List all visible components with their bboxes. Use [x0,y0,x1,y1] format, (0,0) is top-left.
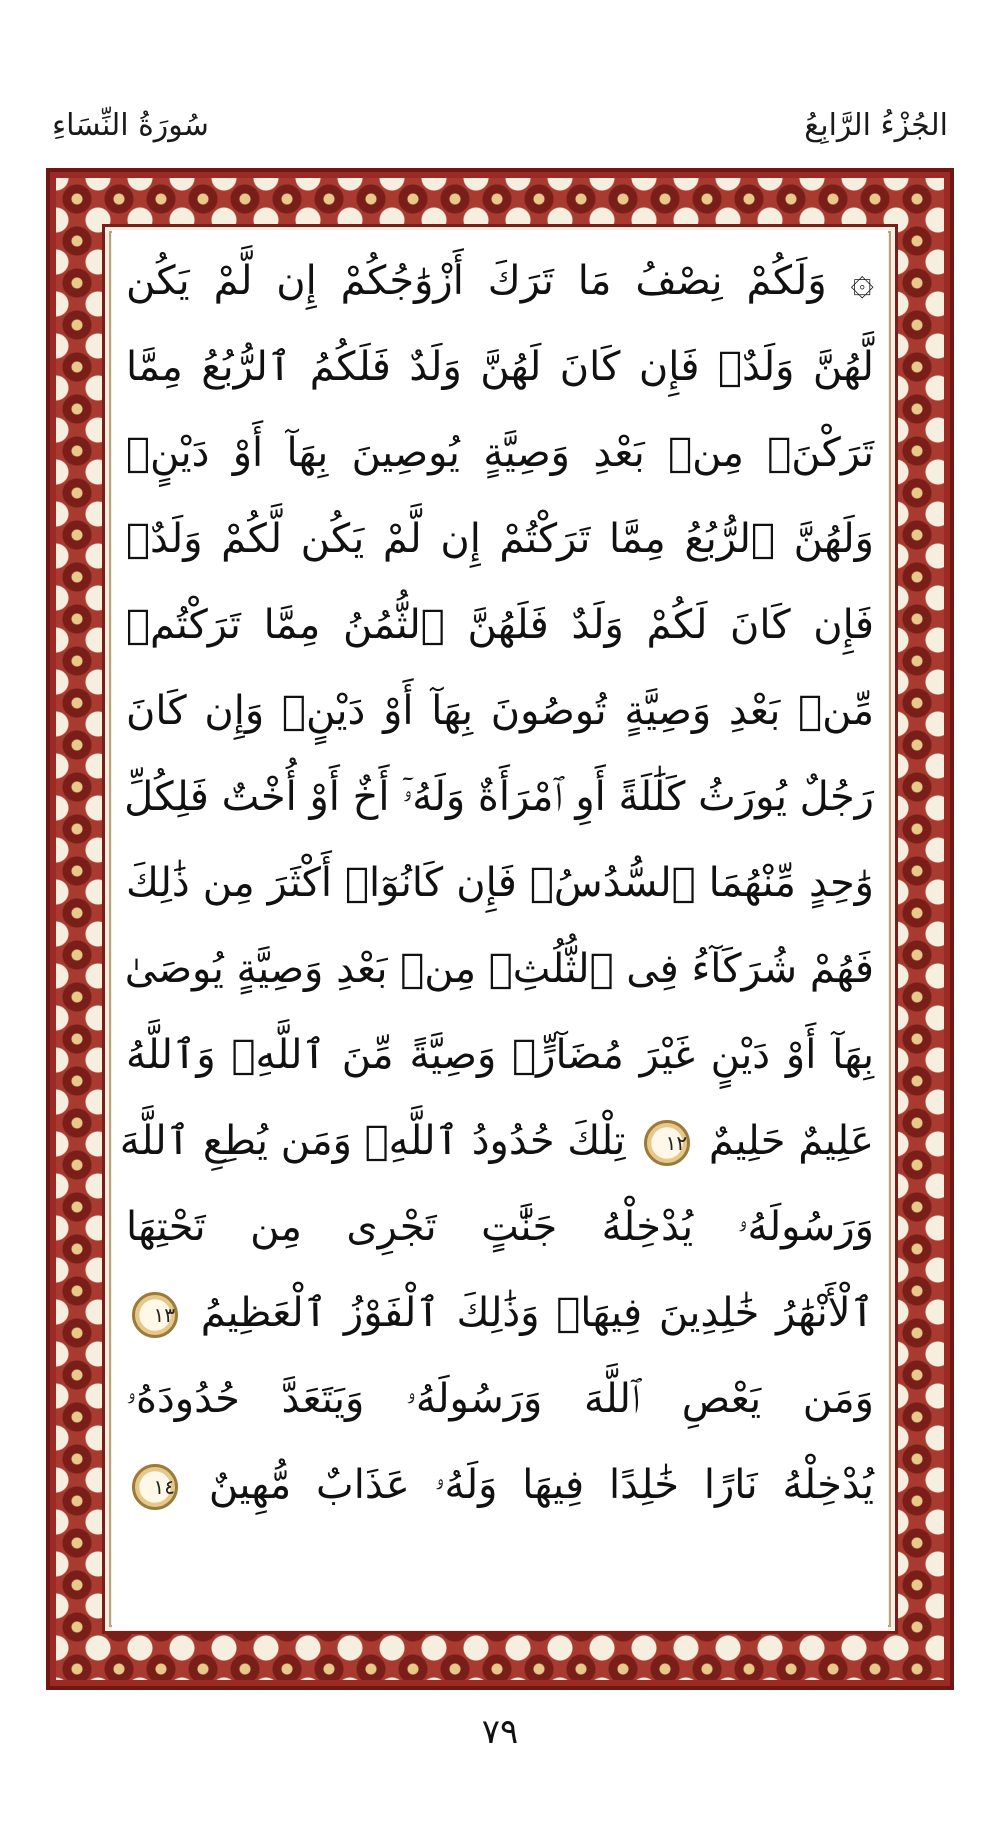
verse-line-11 [112,1098,888,1184]
page-header [40,100,960,160]
verse-line-11-end: تِلْكَ حُدُودُ ٱللَّهِۚ وَمَن يُطِعِ ٱللَّهَ [119,1118,626,1164]
verse-line-15 [112,1442,888,1528]
verse-line-4: وَلَهُنَّ ٱلرُّبُعُ مِمَّا تَرَكْتُمْ إِن لَّمْ يَكُن لَّكُمْ وَلَدٌۚ [126,516,874,562]
verse-line-15-text: يُدْخِلْهُ نَارًا خَٰلِدًا فِيهَا وَلَهُۥ عَذَابٌ مُّهِينٌ [208,1462,874,1508]
page-number: ٧٩ [481,1712,519,1752]
verse-line-1: ۞ وَلَكُمْ نِصْفُ مَا تَرَكَ أَزْوَٰجُكُمْ إِن لَّمْ يَكُن [126,258,874,304]
verse-line-5: فَإِن كَانَ لَكُمْ وَلَدٌ فَلَهُنَّ ٱلثُّمُنُ مِمَّا تَرَكْتُمۚ [126,602,874,648]
ayah-marker-13: ١٣ [132,1292,178,1338]
ayah-marker-12: ١٢ [644,1120,690,1166]
verse-line-14: وَمَن يَعْصِ ٱللَّهَ وَرَسُولَهُۥ وَيَتَعَدَّ حُدُودَهُۥ [126,1376,874,1422]
verse-line-11-start: عَلِيمٌ حَلِيمٌ [708,1118,874,1164]
verse-line-7: رَجُلٌ يُورَثُ كَلَٰلَةً أَوِ ٱمْرَأَةٌ وَلَهُۥٓ أَخٌ أَوْ أُخْتٌ فَلِكُلِّ [124,774,874,820]
verse-line-13-text: ٱلْأَنْهَٰرُ خَٰلِدِينَ فِيهَاۚ وَذَٰلِكَ ٱلْفَوْزُ ٱلْعَظِيمُ [200,1290,875,1336]
verse-line-9: فَهُمْ شُرَكَآءُ فِى ٱلثُّلُثِۚ مِنۢ بَعْدِ وَصِيَّةٍ يُوصَىٰ [124,946,874,992]
surah-title: سُورَةُ النِّسَاءِ [52,108,209,143]
verse-line-3: تَرَكْنَۚ مِنۢ بَعْدِ وَصِيَّةٍ يُوصِينَ بِهَآ أَوْ دَيْنٍۚ [126,430,874,476]
verse-line-12: وَرَسُولَهُۥ يُدْخِلْهُ جَنَّٰتٍ تَجْرِى مِن تَحْتِهَا [126,1204,874,1250]
verse-block [112,230,888,1528]
verse-line-6: مِّنۢ بَعْدِ وَصِيَّةٍ تُوصُونَ بِهَآ أَوْ دَيْنٍۗ وَإِن كَانَ [126,688,874,734]
text-panel [112,230,888,1630]
verse-line-8: وَٰحِدٍ مِّنْهُمَا ٱلسُّدُسُۚ فَإِن كَانُوٓا۟ أَكْثَرَ مِن ذَٰلِكَ [126,860,874,906]
verse-line-10: بِهَآ أَوْ دَيْنٍ غَيْرَ مُضَآرٍّۚ وَصِيَّةً مِّنَ ٱللَّهِۗ وَٱللَّهُ [126,1032,874,1078]
verse-line-2: لَّهُنَّ وَلَدٌۚ فَإِن كَانَ لَهُنَّ وَلَدٌ فَلَكُمُ ٱلرُّبُعُ مِمَّا [126,344,874,390]
juz-title: الجُزْءُ الرَّابِعُ [804,108,948,143]
verse-line-13 [112,1270,888,1356]
ayah-marker-14: ١٤ [132,1464,178,1510]
